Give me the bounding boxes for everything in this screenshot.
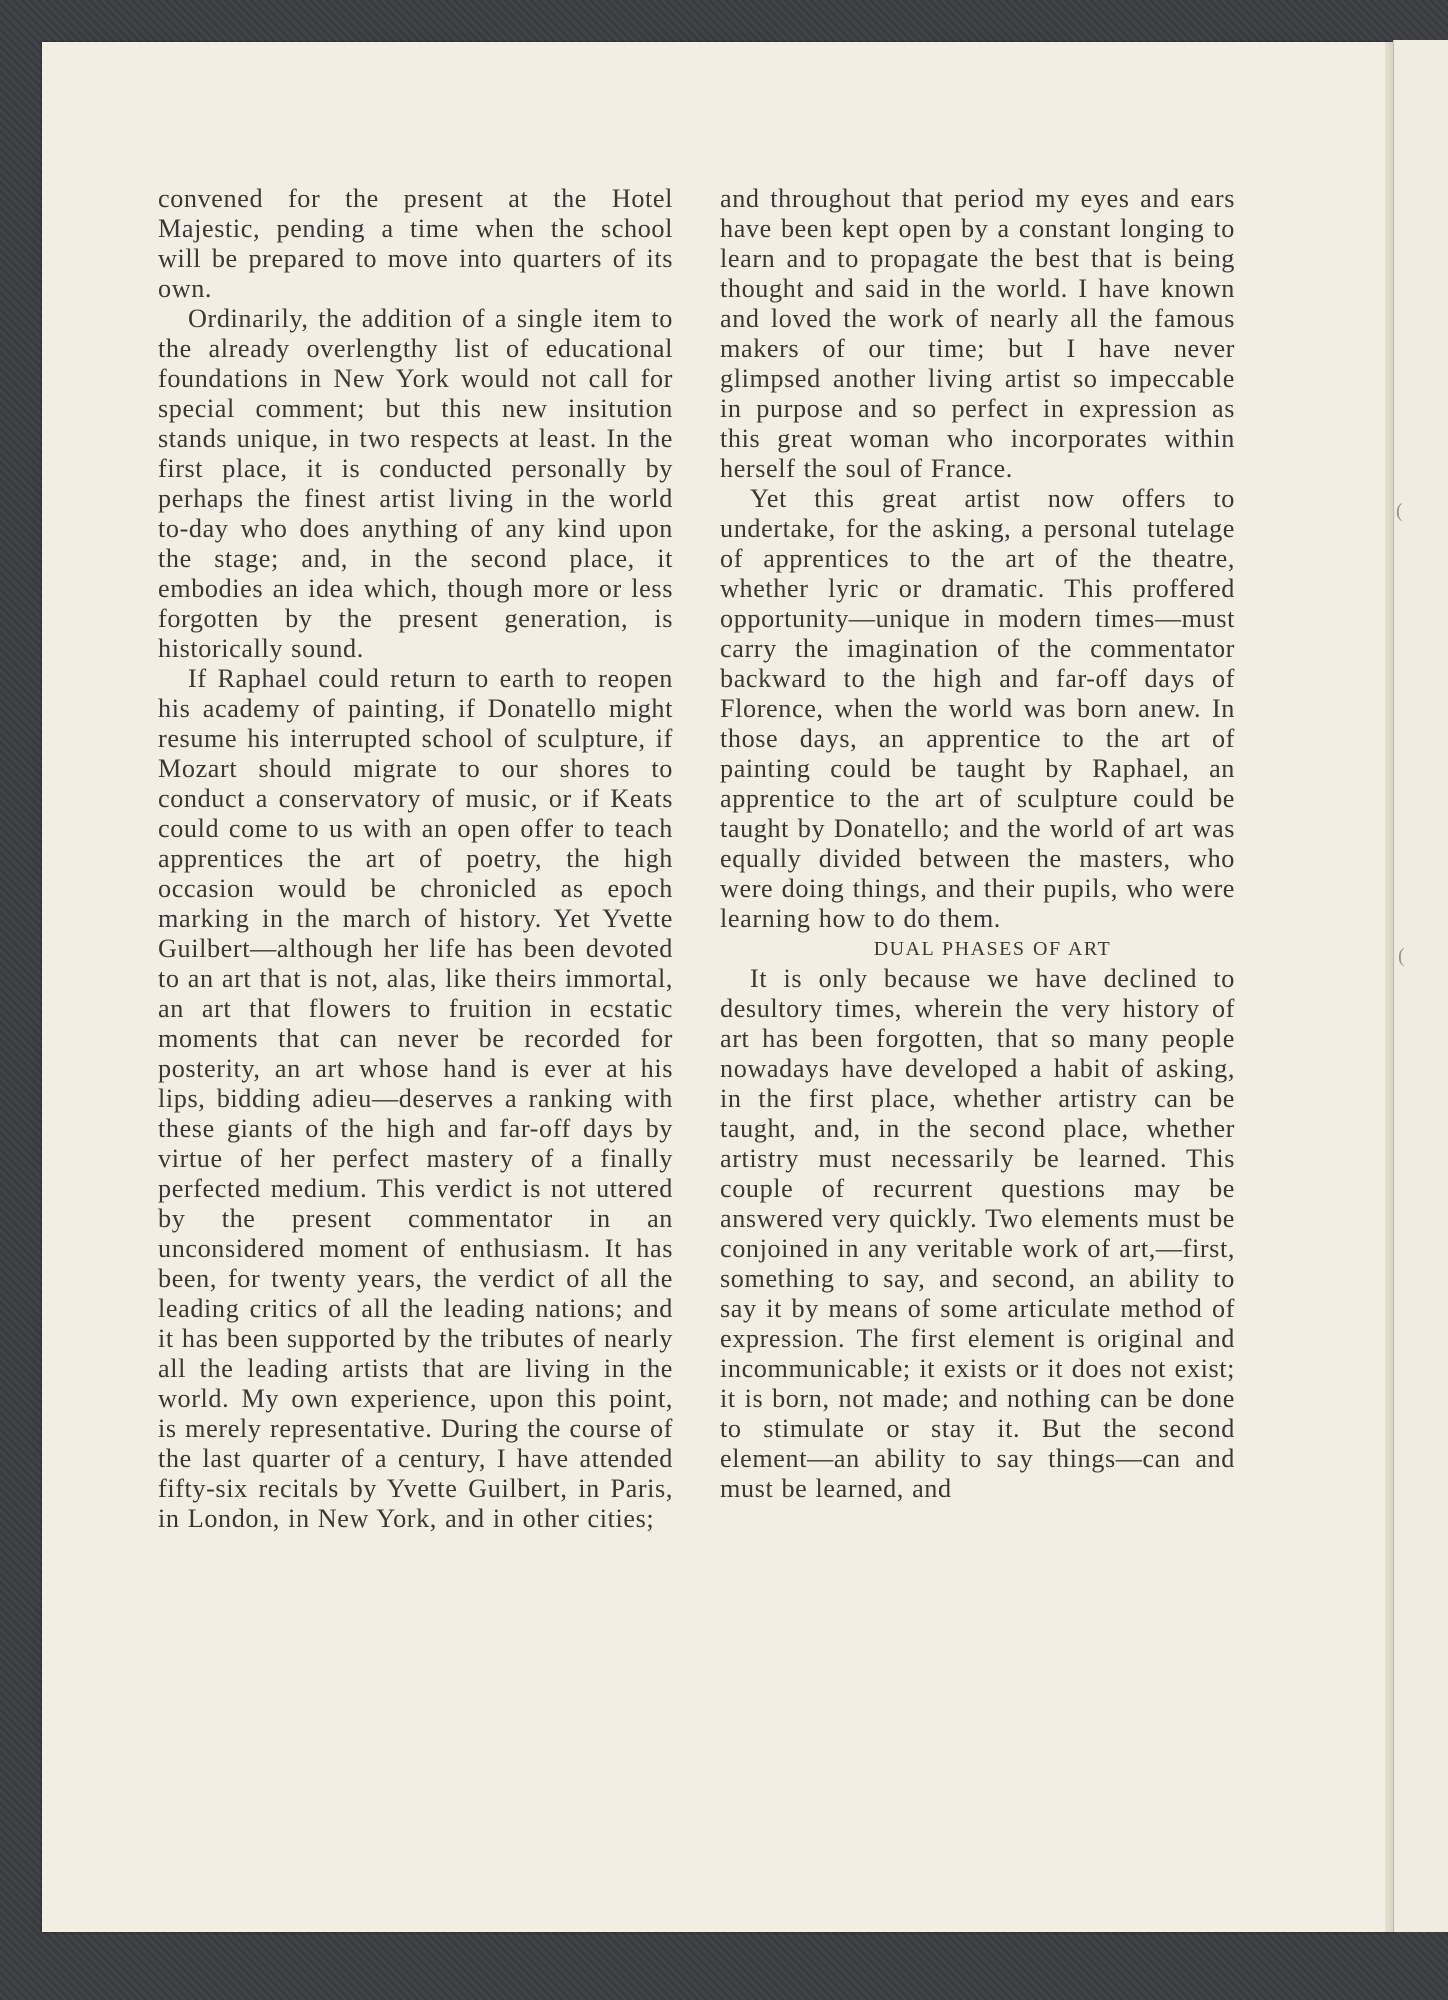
paragraph: If Raphael could return to earth to reopen his academy of painting, if Donatello might resume his interrupted school of sculpture, if Mozart should migrate to our shores to conduct a conservatory of music, or if Keats could come to us with an open offer to teach apprentices the art of poetry, the high occasion would be chronicled as epoch marking in the march of history. Yet Yvette Guilbert—although her life has been devoted to an art that is not, alas, like theirs immortal, an art that flowers to fruition in ecstatic moments that can never be recorded for posterity, an art whose hand is ever at his lips, bidding adieu—deserves a ranking with these giants of the high and far-off days by virtue of her perfect mastery of a finally perfected medium. This verdict is not uttered by the present commentator in an unconsidered moment of enthusiasm. It has been, for twenty years, the verdict of all the leading critics of all the leading nations; and it has been supported by the tributes of nearly all the leading artists that are living in the world. My own experience, upon this point, is merely representative. During the course of the last quarter of a century, I have attended fifty-six recitals by Yvette Guilbert, in Paris, in London, in New York, and in other cities; [158, 664, 673, 1533]
paragraph: convened for the present at the Hotel Majestic, pending a time when the school will be prepared to move into quarters of its own. [158, 184, 673, 303]
adjacent-page-mark: ( [1396, 500, 1403, 522]
paragraph: It is only because we have declined to desultory times, wherein the very history of art has been forgotten, that so many people nowadays have developed a habit of asking, in the first place, whether artistry can be taught, and, in the second place, whether artistry must necessarily be learned. This couple of recurrent questions may be answered very quickly. Two elements must be conjoined in any veritable work of art,—first, something to say, and second, an ability to say it by means of some articulate method of expression. The first element is original and incommunicable; it exists or it does not exist; it is born, not made; and nothing can be done to stimulate or stay it. But the second element—an ability to say things—can and must be learned, and [720, 964, 1235, 1503]
paragraph: Yet this great artist now offers to undertake, for the asking, a personal tutelage of apprentices to the art of the theatre, whether lyric or dramatic. This proffered opportunity—unique in modern times—must carry the imagination of the commentator backward to the high and far-off days of Florence, when the world was born anew. In those days, an apprentice to the art of painting could be taught by Raphael, an apprentice to the art of sculpture could be taught by Donatello; and the world of art was equally divided between the masters, who were doing things, and their pupils, who were learning how to do them. [720, 484, 1235, 933]
page-gutter [1385, 42, 1393, 1932]
left-text-column [158, 184, 673, 1534]
paragraph: and throughout that period my eyes and ears have been kept open by a constant longing to learn and to propagate the best that is being thought and said in the world. I have known and loved the work of nearly all the famous makers of our time; but I have never glimpsed another living artist so impeccable in purpose and so perfect in expression as this great woman who incorporates within herself the soul of France. [720, 184, 1235, 483]
paragraph: Ordinarily, the addition of a single item to the already overlengthy list of educational foundations in New York would not call for special comment; but this new insitution stands unique, in two respects at least. In the first place, it is conducted personally by perhaps the finest artist living in the world to-day who does anything of any kind upon the stage; and, in the second place, it embodies an idea which, though more or less forgotten by the present generation, is historically sound. [158, 304, 673, 663]
adjacent-page-edge [1393, 40, 1448, 1932]
section-heading: DUAL PHASES OF ART [873, 938, 1112, 960]
adjacent-page-mark: ( [1398, 945, 1405, 967]
right-text-column [720, 184, 1235, 1504]
